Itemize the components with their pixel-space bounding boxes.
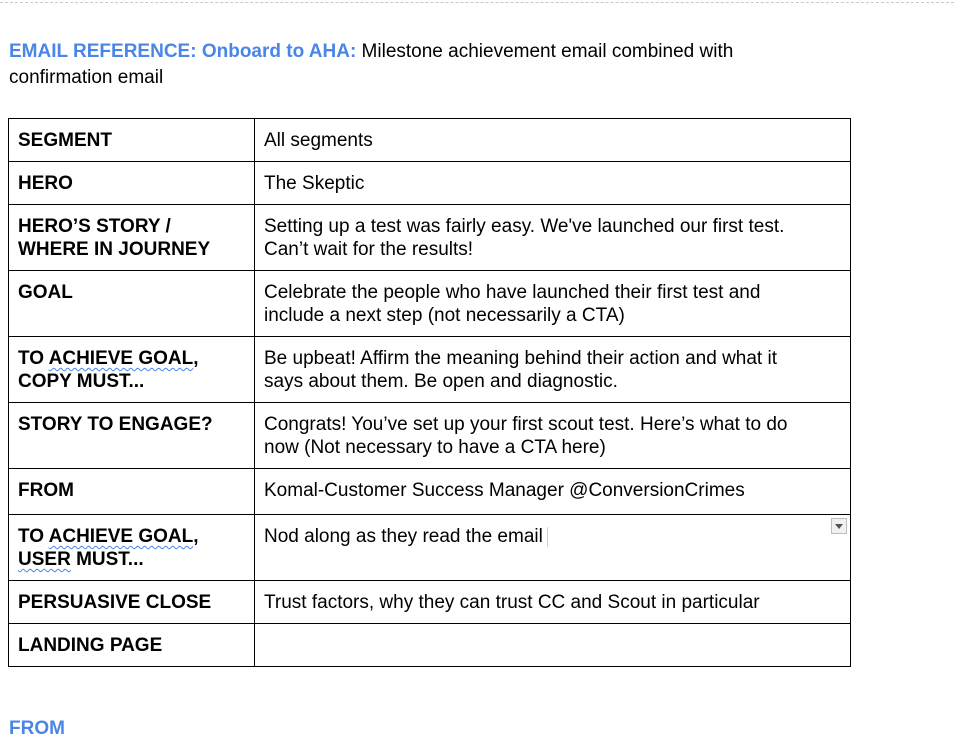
row-label-heros-story[interactable] bbox=[9, 205, 255, 271]
row-label-segment[interactable] bbox=[9, 119, 255, 162]
table-row bbox=[9, 469, 851, 515]
row-label-user-must[interactable] bbox=[9, 515, 255, 581]
next-section-heading: FROM bbox=[9, 718, 65, 739]
label-text: TO bbox=[18, 526, 49, 547]
table-row bbox=[9, 337, 851, 403]
row-label-copy-must[interactable] bbox=[9, 337, 255, 403]
table-row bbox=[9, 624, 851, 667]
label-text: GOAL bbox=[18, 282, 73, 303]
label-text: STORY TO ENGAGE? bbox=[18, 414, 213, 435]
value-text: Celebrate the people who have launched their first test and bbox=[264, 282, 761, 303]
row-value-hero[interactable] bbox=[255, 162, 851, 205]
row-value-user-must[interactable] bbox=[255, 515, 851, 581]
value-text: Setting up a test was fairly easy. We've launched our first test. bbox=[264, 216, 785, 237]
label-text: PERSUASIVE CLOSE bbox=[18, 592, 212, 613]
text-cursor bbox=[547, 527, 548, 547]
spellcheck-flag[interactable]: ACHIEVE GOAL bbox=[48, 526, 194, 547]
label-text: , bbox=[193, 526, 199, 547]
label-text: MUST... bbox=[70, 549, 144, 570]
label-text: WHERE IN JOURNEY bbox=[18, 239, 211, 260]
label-text: LANDING PAGE bbox=[18, 635, 163, 656]
email-brief-table bbox=[8, 118, 851, 667]
value-text: include a next step (not necessarily a CTA) bbox=[264, 305, 625, 326]
label-text: COPY MUST... bbox=[18, 371, 145, 392]
table-row bbox=[9, 515, 851, 581]
value-text: says about them. Be open and diagnostic. bbox=[264, 371, 618, 392]
table-row bbox=[9, 581, 851, 624]
value-text: All segments bbox=[264, 130, 373, 151]
chevron-down-icon[interactable] bbox=[831, 518, 847, 534]
row-value-goal[interactable] bbox=[255, 271, 851, 337]
heading-prefix: EMAIL REFERENCE: Onboard to AHA: bbox=[9, 41, 357, 62]
row-label-story-to-engage[interactable] bbox=[9, 403, 255, 469]
table-row bbox=[9, 119, 851, 162]
row-label-persuasive-close[interactable] bbox=[9, 581, 255, 624]
label-text: HERO bbox=[18, 173, 73, 194]
label-text: FROM bbox=[18, 480, 74, 501]
row-label-goal[interactable] bbox=[9, 271, 255, 337]
value-text: The Skeptic bbox=[264, 173, 365, 194]
value-text: Komal-Customer Success Manager @ConversionCrimes bbox=[264, 480, 745, 501]
row-value-persuasive-close[interactable] bbox=[255, 581, 851, 624]
value-text: Nod along as they read the email bbox=[264, 526, 543, 547]
page-top-border bbox=[0, 0, 954, 3]
row-value-segment[interactable] bbox=[255, 119, 851, 162]
label-text: HERO’S STORY / bbox=[18, 216, 171, 237]
row-value-copy-must[interactable] bbox=[255, 337, 851, 403]
row-label-from[interactable] bbox=[9, 469, 255, 515]
row-value-from[interactable] bbox=[255, 469, 851, 515]
label-text: TO bbox=[18, 348, 49, 369]
row-value-heros-story[interactable] bbox=[255, 205, 851, 271]
spellcheck-flag[interactable]: USER bbox=[18, 549, 71, 570]
row-value-story-to-engage[interactable] bbox=[255, 403, 851, 469]
value-text: Can’t wait for the results! bbox=[264, 239, 474, 260]
value-text: now (Not necessary to have a CTA here) bbox=[264, 437, 606, 458]
row-label-hero[interactable] bbox=[9, 162, 255, 205]
table-row bbox=[9, 205, 851, 271]
heading-text: Milestone achievement email combined with confirmation email bbox=[9, 41, 734, 88]
spellcheck-flag[interactable]: ACHIEVE GOAL bbox=[48, 348, 194, 369]
table-row bbox=[9, 403, 851, 469]
table-row bbox=[9, 162, 851, 205]
row-label-landing-page[interactable] bbox=[9, 624, 255, 667]
label-text: , bbox=[193, 348, 199, 369]
value-text: Be upbeat! Affirm the meaning behind their action and what it bbox=[264, 348, 777, 369]
value-text: Trust factors, why they can trust CC and Scout in particular bbox=[264, 592, 760, 613]
label-text: SEGMENT bbox=[18, 130, 112, 151]
table-row bbox=[9, 271, 851, 337]
row-value-landing-page[interactable] bbox=[255, 624, 851, 667]
value-text: Congrats! You’ve set up your first scout test. Here’s what to do bbox=[264, 414, 788, 435]
page-heading bbox=[9, 39, 809, 91]
